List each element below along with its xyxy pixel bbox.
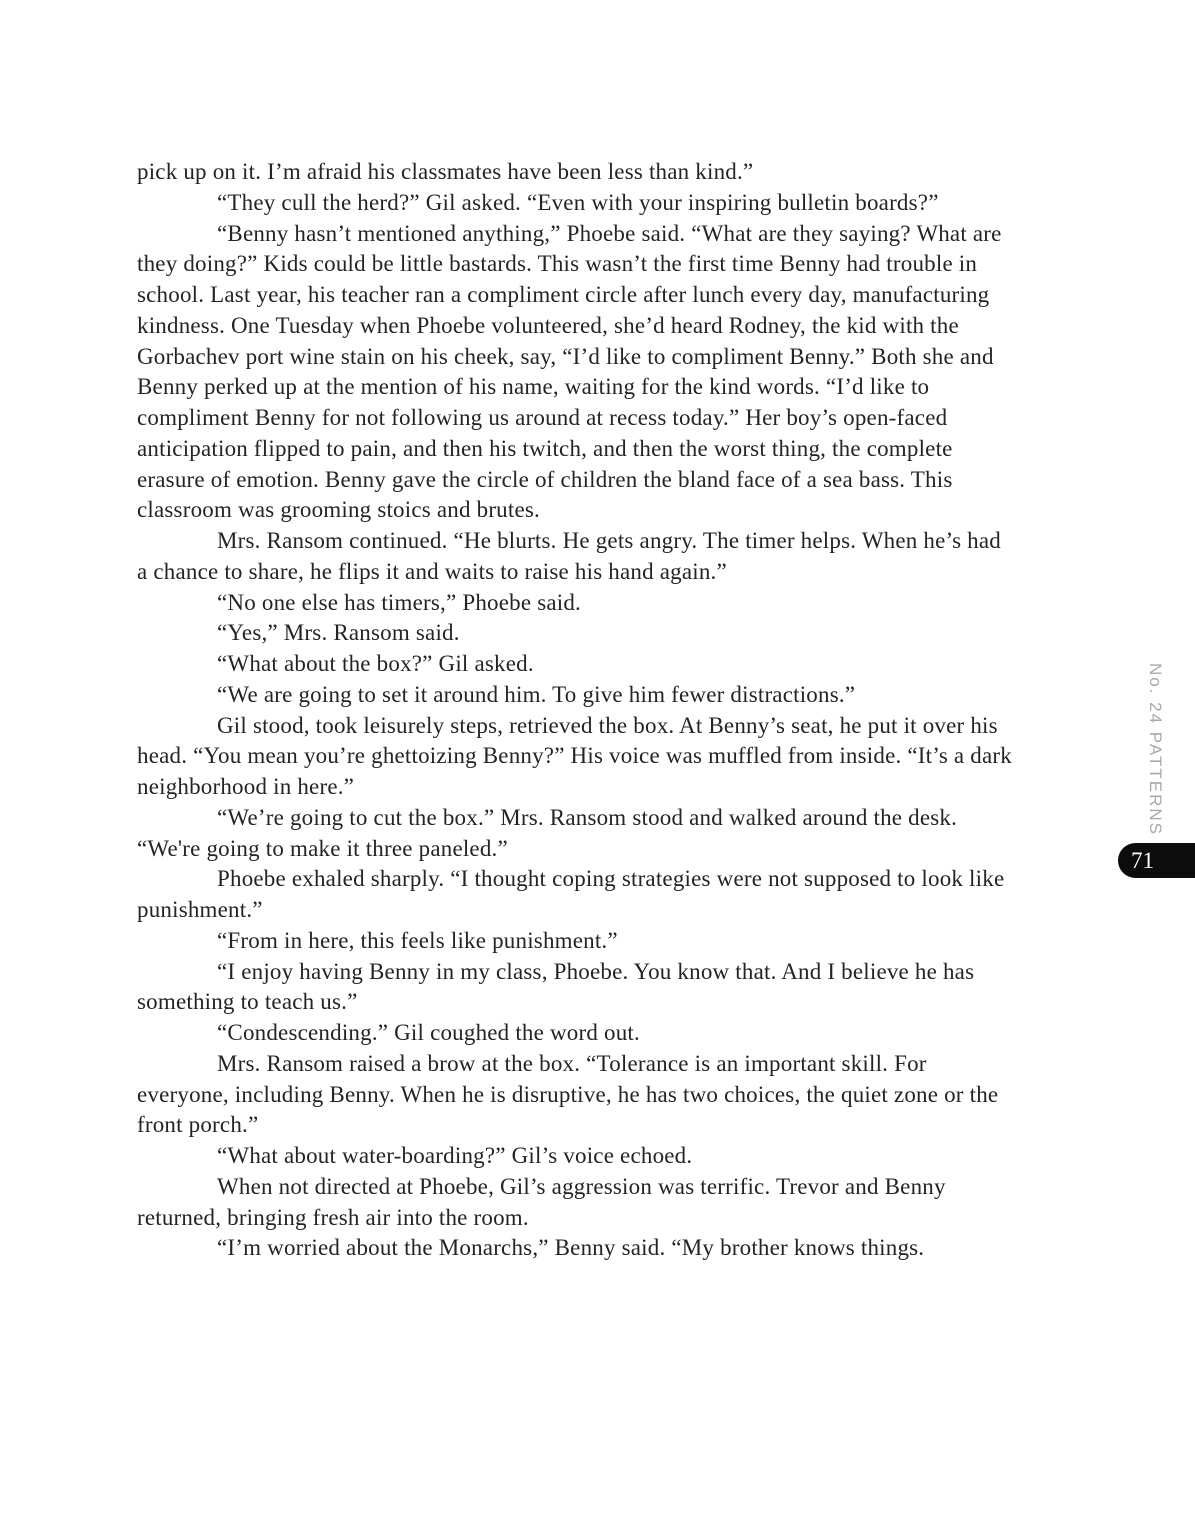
paragraph: “From in here, this feels like punishment.” [217,927,618,953]
paragraph: “They cull the herd?” Gil asked. “Even with your inspiring bulletin boards?” [217,189,939,215]
paragraph: “I’m worried about the Monarchs,” Benny said. “My brother knows things. [217,1235,925,1261]
page-number: 71 [1131,848,1154,873]
paragraph: Mrs. Ransom continued. “He blurts. He gets angry. The timer helps. When he’s had a chance to share, he flips it and waits to raise his hand again.” [137,528,1001,584]
paragraph: Phoebe exhaled sharply. “I thought coping strategies were not supposed to look like punishment.” [137,866,1005,922]
paragraph: “Benny hasn’t mentioned anything,” Phoebe said. “What are they saying? What are they doing?” Kids could be little bastards. This wasn’t the first time Benny had trouble in school. Last year, his teacher ran a compliment circle after lunch every day, manufacturing kindness. One Tuesday when Phoebe volunteered, she’d heard Rodney, the kid with the Gorbachev port wine stain on his cheek, say, “I’d like to compliment Benny.” Both she and Benny perked up at the mention of his name, waiting for the kind words. “I’d like to compliment Benny for not following us around at recess today.” Her boy’s open-faced anticipation flipped to pain, and then his twitch, and then the worst thing, the complete erasure of emotion. Benny gave the circle of children the bland face of a sea bass. This classroom was grooming stoics and brutes. [137,220,1002,523]
page-number-badge [1118,843,1195,878]
paragraph: “I enjoy having Benny in my class, Phoebe. You know that. And I believe he has something to teach us.” [137,958,975,1015]
paragraph: “What about water-boarding?” Gil’s voice echoed. [217,1143,693,1168]
paragraph: “Condescending.” Gil coughed the word out. [217,1020,640,1045]
paragraph: “Yes,” Mrs. Ransom said. [217,620,460,646]
paragraph: “No one else has timers,” Phoebe said. [217,589,581,615]
chapter-margin-label: No. 24 PATTERNS [1146,663,1165,836]
paragraph: “We’re going to cut the box.” Mrs. Ransom stood and walked around the desk. “We're going to make it three paneled.” [137,804,958,861]
paragraph: Gil stood, took leisurely steps, retrieved the box. At Benny’s seat, he put it over his head. “You mean you’re ghettoizing Benny?” His voice was muffled from inside. “It’s a dark neighborhood in here.” [137,712,1012,799]
paragraph: When not directed at Phoebe, Gil’s aggression was terrific. Trevor and Benny returned, bringing fresh air into the room. [137,1173,946,1230]
paragraph: Mrs. Ransom raised a brow at the box. “Tolerance is an important skill. For everyone, including Benny. When he is disruptive, he has two choices, the quiet zone or the front porch.” [137,1050,999,1138]
body-text [137,157,1017,1264]
paragraph: “What about the box?” Gil asked. [217,651,534,676]
paragraph: “We are going to set it around him. To give him fewer distractions.” [217,681,856,707]
paragraph: pick up on it. I’m afraid his classmates have been less than kind.” [137,159,754,184]
